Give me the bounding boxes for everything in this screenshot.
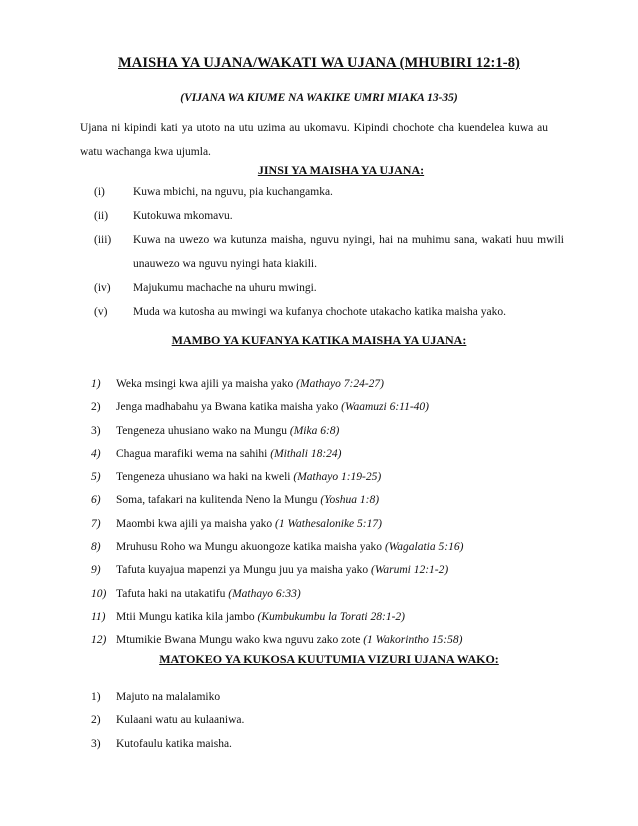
- item-text: Majuto na malalamiko: [116, 691, 221, 703]
- list-item: [91, 513, 561, 536]
- list-item: [91, 443, 561, 466]
- scripture-reference: (Yoshua 1:8): [320, 494, 380, 507]
- item-number: (v): [94, 306, 108, 318]
- intro-paragraph: Ujana ni kipindi kati ya utoto na utu uzima au ukomavu. Kipindi chochote cha kuendelea kuwa au watu wachanga kwa ujumla.: [80, 122, 548, 158]
- item-number: 1): [91, 691, 101, 703]
- item-number: 4): [91, 447, 101, 460]
- matokeo-list: [91, 686, 561, 756]
- scripture-reference: (Wagalatia 5:16): [384, 541, 464, 554]
- item-text: Muda wa kutosha au mwingi wa kufanya chochote utakacho katika maisha yako.: [133, 306, 506, 318]
- item-number: 10): [91, 587, 107, 600]
- section-heading-jinsi: JINSI YA MAISHA YA UJANA:: [257, 163, 425, 177]
- item-number: 2): [91, 714, 101, 727]
- scripture-reference: (Mathayo 1:19-25): [293, 471, 382, 484]
- list-item: [94, 300, 564, 324]
- item-text: Kutokuwa mkomavu.: [133, 210, 233, 222]
- list-item: [91, 559, 561, 582]
- item-text: Mtii Mungu katika kila jambo: [116, 610, 255, 623]
- item-text: Jenga madhabahu ya Bwana katika maisha yako: [116, 401, 339, 414]
- item-text: Tengeneza uhusiano wa haki na kweli: [116, 471, 291, 484]
- list-item: [91, 583, 561, 606]
- list-item: [94, 180, 564, 204]
- item-text: Mtumikie Bwana Mungu wako kwa nguvu zako zote: [116, 634, 361, 647]
- item-text: Kuwa na uwezo wa kutunza maisha, nguvu nyingi, hai na muhimu sana, wakati huu mwili unauwezo wa nguvu nyingi hata kiakili.: [133, 234, 564, 270]
- item-number: 3): [91, 424, 101, 437]
- item-text: Kutofaulu katika maisha.: [116, 737, 232, 750]
- item-text: Tafuta kuyajua mapenzi ya Mungu juu ya maisha yako: [116, 564, 369, 577]
- list-item: [91, 606, 561, 629]
- item-number: 3): [91, 737, 101, 750]
- list-item: [91, 466, 561, 489]
- scripture-reference: (1 Wathesalonike 5:17): [275, 517, 382, 530]
- item-number: (iii): [94, 234, 112, 246]
- item-text: Tengeneza uhusiano wako na Mungu: [116, 424, 288, 437]
- page-title: MAISHA YA UJANA/WAKATI WA UJANA (MHUBIRI 12:1-8): [118, 55, 520, 71]
- page-subtitle: (VIJANA WA KIUME NA WAKIKE UMRI MIAKA 13-35): [180, 92, 458, 104]
- item-text: Tafuta haki na utakatifu: [116, 587, 226, 600]
- item-text: Kulaani watu au kulaaniwa.: [116, 714, 245, 727]
- scripture-reference: (Mathayo 7:24-27): [296, 378, 384, 390]
- list-item: [91, 629, 561, 652]
- scripture-reference: (Kumbukumbu la Torati 28:1-2): [257, 610, 405, 623]
- list-item: [91, 686, 561, 709]
- section-heading-mambo: MAMBO YA KUFANYA KATIKA MAISHA YA UJANA:: [171, 333, 467, 347]
- item-number: 11): [91, 610, 106, 623]
- item-number: (i): [94, 186, 105, 198]
- mambo-list: [91, 373, 561, 653]
- item-number: 2): [91, 401, 101, 414]
- scripture-reference: (Mika 6:8): [289, 424, 340, 437]
- list-item: [91, 733, 561, 756]
- list-item: [94, 276, 564, 300]
- list-item: [91, 709, 561, 732]
- item-number: 6): [91, 494, 101, 507]
- item-number: 1): [91, 378, 101, 390]
- item-number: (ii): [94, 210, 109, 222]
- scripture-reference: (Warumi 12:1-2): [371, 564, 449, 577]
- list-item: [91, 396, 561, 419]
- scripture-reference: (Mathayo 6:33): [228, 587, 301, 600]
- item-text: Soma, tafakari na kulitenda Neno la Mungu: [116, 494, 318, 507]
- section-heading-matokeo: MATOKEO YA KUKOSA KUUTUMIA VIZURI UJANA WAKO:: [159, 652, 499, 666]
- item-number: (iv): [94, 282, 111, 294]
- scripture-reference: (Waamuzi 6:11-40): [341, 401, 429, 414]
- scripture-reference: (Mithali 18:24): [270, 447, 342, 460]
- item-number: 12): [91, 634, 107, 647]
- list-item: [94, 204, 564, 228]
- item-number: 7): [91, 517, 101, 530]
- list-item: [91, 489, 561, 512]
- item-text: Chagua marafiki wema na sahihi: [116, 447, 268, 460]
- item-text: Mruhusu Roho wa Mungu akuongoze katika maisha yako: [116, 541, 383, 554]
- item-number: 5): [91, 471, 101, 484]
- list-item: [94, 228, 564, 276]
- item-text: Weka msingi kwa ajili ya maisha yako: [116, 378, 294, 390]
- list-item: [91, 420, 561, 443]
- list-item: [91, 373, 561, 396]
- item-text: Majukumu machache na uhuru mwingi.: [133, 282, 317, 294]
- scripture-reference: (1 Wakorintho 15:58): [363, 634, 463, 647]
- item-text: Maombi kwa ajili ya maisha yako: [116, 517, 273, 530]
- item-text: Kuwa mbichi, na nguvu, pia kuchangamka.: [133, 186, 333, 198]
- list-item: [91, 536, 561, 559]
- item-number: 8): [91, 541, 101, 554]
- jinsi-list: [94, 180, 564, 324]
- item-number: 9): [91, 564, 101, 577]
